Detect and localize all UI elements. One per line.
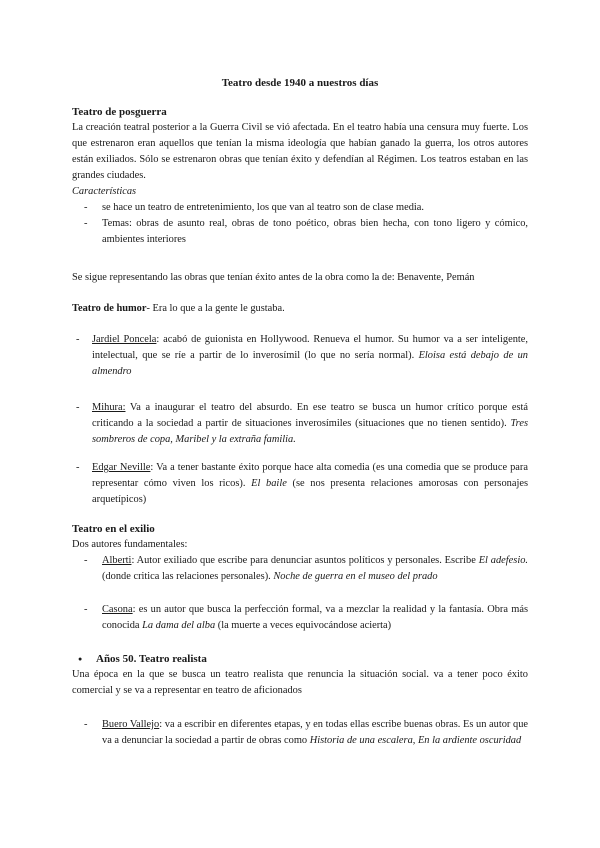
author-description: (la muerte a veces equivocándose acierta): [215, 620, 392, 631]
author-name: Alberti: [102, 555, 132, 566]
author-works: El baile: [251, 478, 287, 489]
author-extra: (se nos presenta relaciones amorosas con personajes arquetípicos): [92, 478, 528, 505]
humor-heading-line: [72, 301, 528, 317]
list-item: - se hace un teatro de entretenimiento, los que van al teatro son de clase media.: [72, 200, 528, 216]
section-realista: [72, 651, 528, 699]
author-works: Historia de una escalera, En la ardiente oscuridad: [309, 735, 522, 746]
exilio-list-1: [72, 553, 528, 585]
heading-humor: Teatro de humor: [72, 303, 147, 314]
section-exilio: [72, 521, 528, 585]
paragraph-posguerra: La creación teatral posterior a la Guerra Civil se vió afectada. En el teatro había una censura muy fuerte. Los que estrenaron eran aquellos que tenían la misma ideología que habían ganado la guerra, los otros autores están exiliados. Sólo se estrenaron obras que tenían éxito y defendían al Régimen. Los teatros estaban en las grandes ciudades.: [72, 122, 528, 181]
exilio-intro: Dos autores fundamentales:: [72, 539, 188, 550]
list-item: [72, 553, 528, 585]
author-name: Mihura:: [92, 402, 126, 413]
exilio-list-2: [72, 602, 528, 634]
author-work: La dama del alba: [142, 620, 216, 631]
author-name: Edgar Neville: [92, 462, 151, 473]
heading-exilio: Teatro en el exilio: [72, 523, 155, 535]
humor-intro: - Era lo que a la gente le gustaba.: [146, 303, 285, 314]
section-posguerra: [72, 104, 528, 248]
author-name: Jardiel Poncela: [92, 334, 157, 345]
heading-posguerra: Teatro de posguerra: [72, 106, 167, 118]
realista-list: [72, 717, 528, 749]
author-work: Noche de guerra en el museo del prado: [273, 571, 438, 582]
author-name: Buero Vallejo: [102, 719, 160, 730]
note-benavente: Se sigue representando las obras que tenían éxito antes de la obra como la de: Benavente, Pemán: [72, 272, 475, 283]
humor-list-1: [72, 332, 528, 380]
author-description: Va a inaugurar el teatro del absurdo. En ese teatro se busca un humor crítico porque está criticando a la sociedad a partir de situaciones inverosímiles (situaciones que no tienen sentido).: [92, 402, 528, 429]
list-item: [72, 460, 528, 508]
paragraph-realista: Una época en la que se busca un teatro realista que renuncia la situación social. va a tener poco éxito comercial y se va a representar en teatro de aficionados: [72, 669, 528, 696]
heading-realista: ● Años 50. Teatro realista: [72, 651, 528, 667]
humor-list-2: [72, 400, 528, 448]
author-name: Casona: [102, 604, 133, 615]
author-works: Eloisa está debajo de un almendro: [92, 350, 528, 377]
author-work: El adefesio.: [478, 555, 528, 566]
caracteristicas-list: [72, 200, 528, 248]
author-works: Tres sombreros de copa, Maribel y la extraña familia.: [92, 418, 528, 445]
list-item: - Temas: obras de asunto real, obras de tono poético, obras bien hecha, con tono ligero y cómico, ambientes interiores: [72, 216, 528, 248]
list-item: [72, 602, 528, 634]
author-description: : es un autor que busca la perfección formal, va a mezclar la realidad y la fantasía. Obra más conocida: [102, 604, 528, 631]
author-description: : acabó de guionista en Hollywood. Renueva el humor. Su humor va a ser inteligente, intelectual, que se ríe a partir de lo inverosímil (lo que no sería normal).: [92, 334, 528, 361]
list-item: [72, 717, 528, 749]
author-description: : Va a tener bastante éxito porque hace alta comedia (es una comedia que se produce para representar cómo viven los ricos).: [92, 462, 528, 489]
humor-list-3: [72, 460, 528, 508]
document-title: Teatro desde 1940 a nuestros días: [221, 77, 379, 89]
author-description: : Autor exiliado que escribe para denunciar asuntos políticos y personales. Escribe: [131, 555, 479, 566]
author-description: (donde critica las relaciones personales).: [102, 571, 274, 582]
list-item: [72, 332, 528, 380]
list-item: [72, 400, 528, 448]
author-description: : va a escribir en diferentes etapas, y en todas ellas escribe buenas obras. Es un autor que va a denunciar la sociedad a partir de obras como: [102, 719, 529, 746]
caracteristicas-label: Características: [72, 186, 137, 197]
